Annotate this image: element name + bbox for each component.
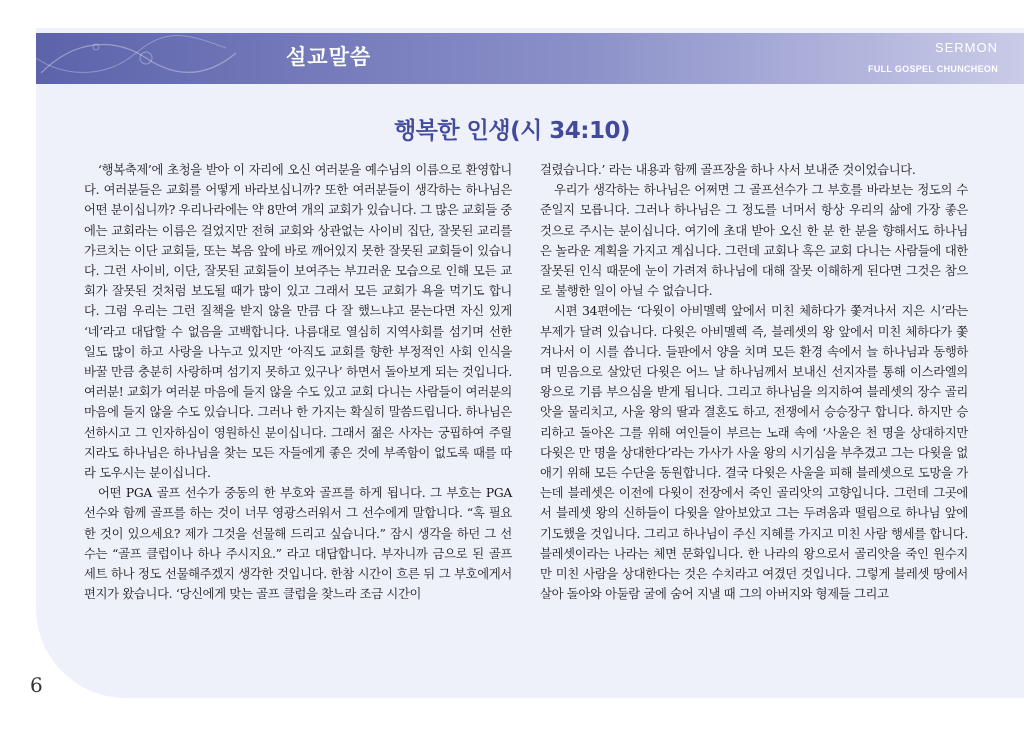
church-label: FULL GOSPEL CHUNCHEON [868,64,998,74]
left-text-column [84,160,512,604]
paragraph: 시편 34편에는 ‘다윗이 아비멜렉 앞에서 미친 체하다가 쫓겨나서 지은 시’라는 부제가 달려 있습니다. 다윗은 아비멜렉 즉, 블레셋의 왕 앞에서 미친 체하다가 쫓겨나서 이 시를 씁니다. 들판에서 양을 치며 모든 환경 속에서 늘 하나님과 동행하며 믿음으로 살았던 다윗은 어느 날 하나님께서 보내신 선지자를 통해 이스라엘의 왕으로 기름 부으심을 받게 됩니다. 그리고 하나님을 의지하여 블레셋의 장수 골리앗을 물리치고, 사울 왕의 딸과 결혼도 하고, 전쟁에서 승승장구 합니다. 하지만 승리하고 돌아온 그를 위해 여인들이 부르는 노래 속에 ‘사울은 천 명을 상대하지만 다윗은 만 명을 상대한다’라는 가사가 사울 왕의 시기심을 부추겼고 그는 다윗을 없애기 위해 모든 수단을 동원합니다. 결국 다윗은 사울을 피해 블레셋으로 도망을 가는데 블레셋은 이전에 다윗이 전장에서 죽인 골리앗의 고향입니다. 그런데 그곳에서 블레셋 왕의 신하들이 다윗을 알아보았고 그는 두려움과 떨림으로 하나님 앞에 기도했을 것입니다. 그리고 하나님이 주신 지혜를 가지고 미친 사람 행세를 합니다. 블레셋이라는 나라는 체면 문화입니다. 한 나라의 왕으로서 골리앗을 죽인 원수지만 미친 사람을 상대한다는 것은 수치라고 여겼던 것입니다. 그렇게 블레셋 땅에서 살아 돌아와 아둘람 굴에 숨어 지낼 때 그의 아버지와 형제들 그리고 [540,304,968,602]
paragraph: 어떤 PGA 골프 선수가 중동의 한 부호와 골프를 하게 됩니다. 그 부호는 PGA 선수와 함께 골프를 하는 것이 너무 영광스러워서 그 선수에게 말합니다. “혹 필요한 것이 있으세요? 제가 그것을 선물해 드리고 싶습니다.” 잠시 생각을 하던 그 선수는 “골프 클럽이나 하나 주시지요.” 라고 대답합니다. 부자니까 금으로 된 골프 세트 하나 정도 선물해주겠지 생각한 것입니다. 한참 시간이 흐른 뒤 그 부호에게서 편지가 왔습니다. ‘당신에게 맞는 골프 클럽을 찾느라 조금 시간이 [84,486,512,602]
decorative-swirl-icon [36,33,296,84]
section-title: 설교말씀 [286,45,372,69]
sermon-label: SERMON [934,40,998,55]
page-number: 6 [30,673,43,697]
paragraph: 걸렸습니다.’ 라는 내용과 함께 골프장을 하나 사서 보내준 것이었습니다. [540,163,916,177]
paragraph: ‘행복축제’에 초청을 받아 이 자리에 오신 여러분을 예수님의 이름으로 환영합니다. 여러분들은 교회를 어떻게 바라보십니까? 또한 여러분들이 생각하는 하나님은 어떤 분이십니까? 우리나라에는 약 8만여 개의 교회가 있습니다. 그 많은 교회들 중에는 교회라는 이름은 걸었지만 전혀 교회와 상관없는 사이비 집단, 잘못된 교리를 가르치는 이단 교회들, 또는 복음 앞에 바로 깨어있지 못한 잘못된 교회들이 있습니다. 그런 사이비, 이단, 잘못된 교회들이 보여주는 부끄러운 모습으로 인해 모든 교회가 잘못된 것처럼 보도될 때가 많이 있고 그래서 모든 교회가 욕을 먹기도 합니다. 그럼 우리는 그런 질책을 받지 않을 만큼 다 잘 했느냐고 묻는다면 자신 있게 ‘네’라고 대답할 수 없음을 고백합니다. 나름대로 열심히 지역사회를 섬기며 선한 일도 많이 하고 사랑을 나누고 있지만 ‘아직도 교회를 향한 부정적인 사회 인식을 바꿀 만큼 충분히 사랑하며 섬기지 못하고 있구나’ 하면서 돌아보게 되는 것입니다. 여러분! 교회가 여러분 마음에 들지 않을 수도 있고 교회 다니는 사람들이 여러분의 마음에 들지 않을 수도 있습니다. 그러나 한 가지는 확실히 말씀드립니다. 하나님은 선하시고 그 인자하심이 영원하신 분이십니다. 그래서 젊은 사자는 궁핍하여 주릴지라도 하나님은 하나님을 찾는 모든 자들에게 좋은 것에 부족함이 없도록 때를 따라 도우시는 분이십니다. [84,163,512,481]
sermon-title: 행복한 인생(시 34:10) [393,118,631,144]
section-header-banner [36,33,1024,84]
paragraph: 우리가 생각하는 하나님은 어쩌면 그 골프선수가 그 부호를 바라보는 정도의 수준일지 모릅니다. 그러나 하나님은 그 정도를 너머서 항상 우리의 삶에 가장 좋은 것으로 주시는 분이십니다. 여기에 초대 받아 오신 한 분 한 분을 향해서도 하나님은 놀라운 계획을 가지고 계십니다. 그런데 교회나 혹은 교회 다니는 사람들에 대한 잘못된 인식 때문에 눈이 가려져 하나님에 대해 잘못 이해하게 된다면 그것은 참으로 불행한 일이 아닐 수 없습니다. [540,183,968,299]
right-text-column [540,160,968,604]
